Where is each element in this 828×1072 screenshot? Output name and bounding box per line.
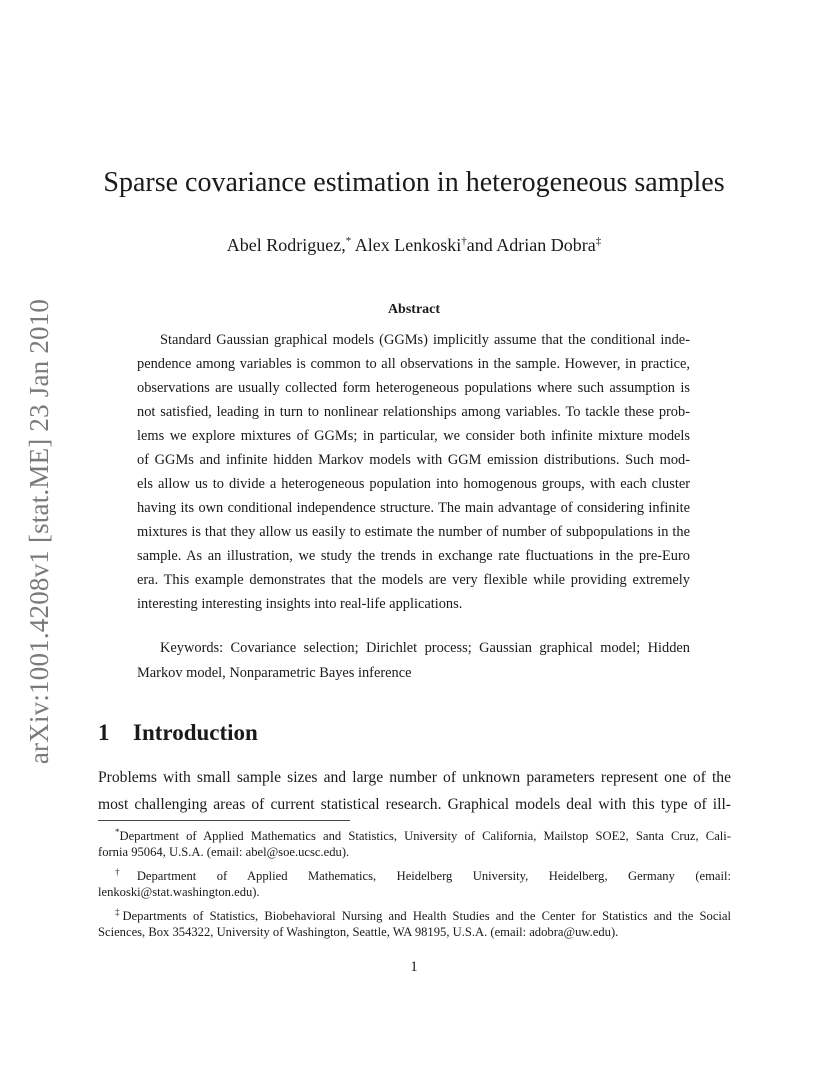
footnote-mark-3[interactable]: ‡ — [595, 235, 602, 247]
footnote-3-text: Departments of Statistics, Biobehavioral Nursing and Health Studies and the Center for Statistics and the Social — [122, 909, 731, 923]
abstract-line: observations are usually collected form heterogeneous populations where such assumption is — [137, 380, 690, 396]
abstract-line: having its own conditional independence structure. The main advantage of considering infinite — [137, 500, 690, 516]
footnote-mark-1[interactable]: * — [345, 235, 352, 247]
abstract-line: mixtures is that they allow us easily to estimate the number of number of subpopulations in the — [137, 524, 690, 540]
body-line: Problems with small sample sizes and large number of unknown parameters represent one of the — [98, 769, 731, 786]
footnote-1-mark: * — [115, 827, 120, 837]
abstract-line: interesting interesting insights into real-life applications. — [137, 596, 463, 612]
abstract-line: of GGMs and infinite hidden Markov models with GGM emission distributions. Such mod- — [137, 452, 690, 468]
arxiv-identifier-text: arXiv:1001.4208v1 [stat.ME] 23 Jan 2010 — [24, 298, 55, 764]
abstract-line: sample. As an illustration, we study the trends in exchange rate fluctuations in the pre-Euro — [137, 548, 690, 564]
section-heading — [98, 718, 258, 748]
footnote-3-line: Sciences, Box 354322, University of Washington, Seattle, WA 98195, U.S.A. (email: adobra@uw.edu). — [98, 925, 619, 939]
abstract-line: els allow us to divide a heterogeneous population into homogenous groups, with each cluster — [137, 476, 690, 492]
abstract-line: Standard Gaussian graphical models (GGMs) implicitly assume that the conditional inde- — [160, 332, 690, 348]
abstract-line: pendence among variables is common to all observations in the sample. However, in practice, — [137, 356, 690, 372]
author-dobra: and Adrian Dobra — [466, 235, 596, 255]
abstract-line: not satisfied, leading in turn to nonlinear relationships among variables. To tackle these prob- — [137, 404, 690, 420]
section-number: 1 — [98, 720, 110, 745]
keywords-line: Markov model, Nonparametric Bayes inference — [137, 665, 412, 681]
footnote-mark-2[interactable]: † — [461, 235, 467, 247]
footnotes — [98, 822, 731, 942]
author-rodriguez: Abel Rodriguez, — [226, 235, 346, 255]
page-number: 1 — [410, 959, 418, 975]
footnote-1-line: fornia 95064, U.S.A. (email: abel@soe.ucsc.edu). — [98, 845, 350, 859]
arxiv-identifier — [22, 296, 58, 766]
keywords — [137, 636, 690, 686]
author-lenkoski: Alex Lenkoski — [351, 235, 462, 255]
footnote-3-mark: ‡ — [115, 907, 123, 917]
footnote-1-text: Department of Applied Mathematics and Statistics, University of California, Mailstop SOE2, Santa Cruz, Cali- — [119, 829, 731, 843]
body-text — [98, 764, 731, 818]
abstract-heading: Abstract — [387, 302, 441, 317]
section-title: Introduction — [133, 720, 258, 745]
footnote-2-mark: † — [115, 867, 137, 877]
footnote-1-line — [98, 822, 731, 842]
keywords-line: Keywords: Covariance selection; Dirichlet process; Gaussian graphical model; Hidden — [160, 640, 690, 656]
abstract-body — [137, 328, 690, 616]
footnote-rule — [98, 820, 350, 821]
footnote-2-line — [98, 862, 731, 882]
body-line: most challenging areas of current statistical research. Graphical models deal with this type of ill- — [98, 796, 731, 813]
paper-title: Sparse covariance estimation in heterogeneous samples — [103, 167, 725, 198]
footnote-2-line: lenkoski@stat.washington.edu). — [98, 885, 260, 899]
footnote-3-line — [98, 902, 731, 922]
abstract-line: era. This example demonstrates that the models are very flexible while providing extremely — [137, 572, 690, 588]
abstract-line: lems we explore mixtures of GGMs; in particular, we consider both infinite mixture models — [137, 428, 690, 444]
footnote-2-text: Department of Applied Mathematics, Heidelberg University, Heidelberg, Germany (email: — [136, 869, 732, 883]
author-list — [0, 229, 828, 257]
